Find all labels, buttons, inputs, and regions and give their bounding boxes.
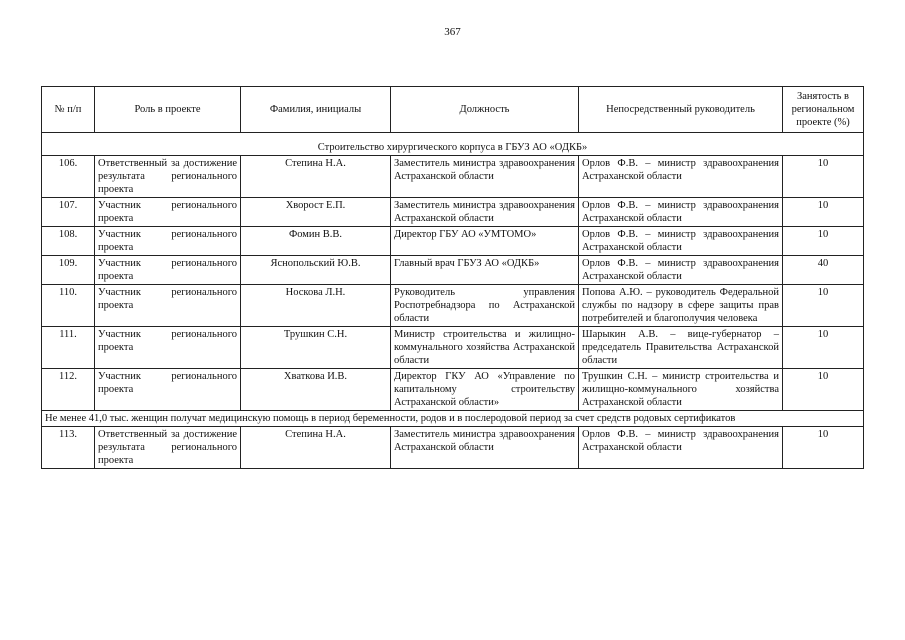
table-row: [42, 369, 864, 411]
row-role: Участник регионального проекта: [95, 198, 241, 227]
row-supervisor: Орлов Ф.В. – министр здравоохранения Астраханской области: [579, 427, 783, 469]
row-position: Директор ГБУ АО «УМТОМО»: [391, 227, 579, 256]
row-role: Участник регионального проекта: [95, 227, 241, 256]
row-position: Заместитель министра здравоохранения Астраханской области: [391, 427, 579, 469]
header-name: Фамилия, инициалы: [241, 87, 391, 133]
row-number: 108.: [42, 227, 95, 256]
row-number: 111.: [42, 327, 95, 369]
row-supervisor: Трушкин С.Н. – министр строительства и жилищно-коммунального хозяйства Астраханской области: [579, 369, 783, 411]
row-role: Ответственный за достижение результата регионального проекта: [95, 427, 241, 469]
row-position: Заместитель министра здравоохранения Астраханской области: [391, 198, 579, 227]
row-position: Заместитель министра здравоохранения Астраханской области: [391, 156, 579, 198]
table-row: [42, 427, 864, 469]
row-supervisor: Орлов Ф.В. – министр здравоохранения Астраханской области: [579, 156, 783, 198]
row-supervisor: Шарыкин А.В. – вице-губернатор – председатель Правительства Астраханской области: [579, 327, 783, 369]
table-row: [42, 198, 864, 227]
row-name: Степина Н.А.: [241, 156, 391, 198]
header-supervisor: Непосредственный руководитель: [579, 87, 783, 133]
row-number: 109.: [42, 256, 95, 285]
row-role: Участник регионального проекта: [95, 327, 241, 369]
row-number: 112.: [42, 369, 95, 411]
row-position: Руководитель управления Роспотребнадзора по Астраханской области: [391, 285, 579, 327]
section-row: [42, 411, 864, 427]
header-num: № п/п: [42, 87, 95, 133]
row-number: 106.: [42, 156, 95, 198]
row-name: Трушкин С.Н.: [241, 327, 391, 369]
row-role: Участник регионального проекта: [95, 256, 241, 285]
row-employment: 40: [783, 256, 864, 285]
row-name: Хворост Е.П.: [241, 198, 391, 227]
section-title: Строительство хирургического корпуса в ГБУЗ АО «ОДКБ»: [42, 133, 864, 156]
row-employment: 10: [783, 327, 864, 369]
header-employment: Занятость в региональном проекте (%): [783, 87, 864, 133]
row-number: 110.: [42, 285, 95, 327]
row-employment: 10: [783, 285, 864, 327]
row-position: Министр строительства и жилищно-коммунального хозяйства Астраханской области: [391, 327, 579, 369]
row-name: Фомин В.В.: [241, 227, 391, 256]
row-number: 113.: [42, 427, 95, 469]
row-employment: 10: [783, 427, 864, 469]
row-position: Главный врач ГБУЗ АО «ОДКБ»: [391, 256, 579, 285]
row-supervisor: Попова А.Ю. – руководитель Федеральной службы по надзору в сфере защиты прав потребителей и благополучия человека: [579, 285, 783, 327]
section-title: Не менее 41,0 тыс. женщин получат медицинскую помощь в период беременности, родов и в послеродовой период за счет средств родовых сертификатов: [42, 411, 864, 427]
table-row: [42, 256, 864, 285]
header-position: Должность: [391, 87, 579, 133]
table-row: [42, 327, 864, 369]
row-role: Участник регионального проекта: [95, 285, 241, 327]
row-position: Директор ГКУ АО «Управление по капитальному строительству Астраханской области»: [391, 369, 579, 411]
page-number: 367: [444, 26, 461, 38]
row-number: 107.: [42, 198, 95, 227]
roster-body: [42, 133, 864, 469]
header-role: Роль в проекте: [95, 87, 241, 133]
row-role: Ответственный за достижение результата регионального проекта: [95, 156, 241, 198]
row-employment: 10: [783, 198, 864, 227]
row-employment: 10: [783, 227, 864, 256]
header-row: [42, 87, 864, 133]
row-role: Участник регионального проекта: [95, 369, 241, 411]
table-row: [42, 227, 864, 256]
table-row: [42, 285, 864, 327]
row-name: Яснопольский Ю.В.: [241, 256, 391, 285]
row-name: Хваткова И.В.: [241, 369, 391, 411]
row-name: Степина Н.А.: [241, 427, 391, 469]
project-roster-table: [41, 86, 864, 469]
row-supervisor: Орлов Ф.В. – министр здравоохранения Астраханской области: [579, 198, 783, 227]
row-employment: 10: [783, 156, 864, 198]
row-supervisor: Орлов Ф.В. – министр здравоохранения Астраханской области: [579, 227, 783, 256]
row-supervisor: Орлов Ф.В. – министр здравоохранения Астраханской области: [579, 256, 783, 285]
table-row: [42, 156, 864, 198]
section-row: [42, 133, 864, 156]
row-name: Носкова Л.Н.: [241, 285, 391, 327]
row-employment: 10: [783, 369, 864, 411]
